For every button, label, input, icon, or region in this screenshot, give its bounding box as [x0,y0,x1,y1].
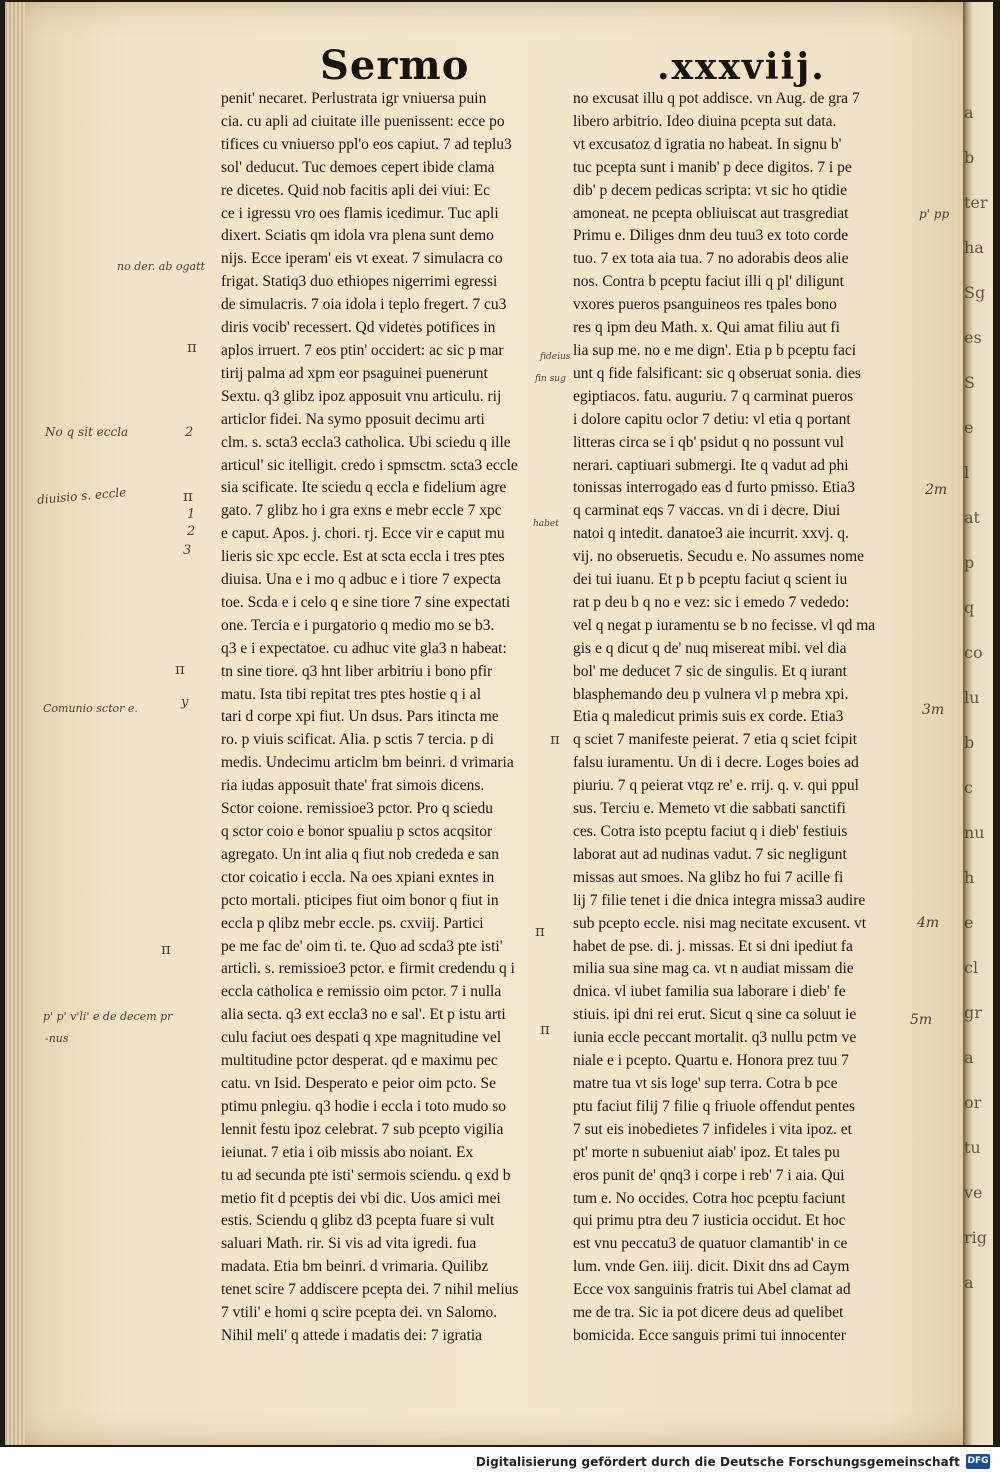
text-line: est vnu peccatu3 de quatuor clamantib' in ce [573,1235,848,1253]
paragraph-mark: π [550,730,560,748]
text-line: estis. Sciendu q glibz d3 pcepta fuare si vult [221,1212,495,1230]
text-line: multitudine pctor desperat. qd e maximu pec [221,1052,498,1070]
margin-note: No q sit eccla [45,425,129,439]
text-line: diris vocib' recessert. Qd videtes potifices in [221,319,496,337]
text-line: articlor fidei. Na symo pposuit decimu arti [221,410,485,428]
text-line: eros punit de' qnq3 i corpe i reb' 7 i aia. Qui [573,1166,845,1184]
text-line: vxores pueros psanguineos res tpales bono [573,296,837,314]
margin-note: 3m [922,702,945,718]
text-line: tari d corpe xpi fiut. Un dsus. Pars itincta me [221,708,499,726]
text-line: falsu iuramentu. Un di i decre. Loges boies ad [573,754,859,772]
text-line: aplos irruert. 7 eos ptin' occidert: ac sic p mar [221,341,504,359]
text-line: culu faciut oes despati q xpe magnitudine vel [221,1029,502,1047]
text-line: pe me fac de' oim ti. te. Quo ad scda3 pte isti' [221,937,503,955]
text-line: eccla catholica e remissio oim pctor. 7 i nulla [221,983,502,1001]
text-line: saluari Math. rir. Si vis ad vita igredi. fua [221,1235,477,1253]
text-line: natoi q intedit. danatoe3 aie incurrit. xxvj. q. [573,525,849,543]
paragraph-mark: π [187,338,197,356]
text-line: libero arbitrio. Ideo diuina pcepta sut data. [573,112,837,130]
margin-note: diuisio s. eccle [36,485,127,507]
paragraph-mark: π [175,660,185,678]
text-line: Sctor coione. remissioe3 pctor. Pro q sciedu [221,800,494,818]
bleed-line: e [964,913,974,932]
paragraph-mark: π [161,940,171,958]
text-line: matu. Ista tibi repitat tres ptes hostie q i al [221,685,481,703]
bleed-line: l [964,463,970,482]
text-line: lennit festu ipoz celebrat. 7 sub pcepto vigilia [221,1120,504,1138]
text-line: lij 7 filie tenet i die dnica integra missa3 audire [573,891,866,909]
text-line: ptu faciut filij 7 filie q friuole offendut pentes [573,1097,856,1115]
text-line: rat p deu b q no e vez: sic i emedo 7 vededo: [573,593,850,611]
text-line: dnica. vl iubet familia sua laborare i dieb' fe [573,983,846,1001]
margin-numeral: 2 [187,524,196,539]
text-line: laborat aut ad nudinas vadut. 7 sic negligunt [573,845,847,863]
bleed-line: S [964,373,975,392]
margin-note: no der. ab ogatt [117,260,205,273]
margin-numeral: 2 [185,425,194,440]
bleed-line: c [964,778,973,797]
text-line: tenet scire 7 addiscere pcepta dei. 7 nihil melius [221,1281,519,1299]
text-line: vel q negat p iuramentu se b no fecisse. vl qd ma [573,616,876,634]
margin-note: fideius [540,352,571,362]
bleed-line: co [964,643,983,662]
text-line: Primu e. Diliges dnm deu tuu3 ex toto corde [573,227,849,245]
text-line: tifices cu vniuerso ppl'o eos capiut. 7 ad teplu3 [221,135,512,153]
text-line: q sciet 7 manifeste peierat. 7 etia q sciet fcipit [573,731,858,749]
margin-note: 5m [910,1012,933,1028]
margin-numeral: y [181,695,189,710]
bleed-line: h [964,868,975,887]
text-line: dei tui iuanu. Et p b pceptu faciut q scient iu [573,571,848,589]
margin-note: fin sug [535,374,566,384]
text-line: lia sup me. no e me dign'. Etia p b pceptu faci [573,341,857,359]
text-line: litteras circa se i qb' psidut q no possunt vul [573,433,844,451]
text-line: i dolore capitu oclor 7 detiu: vl etia q portant [573,410,851,428]
text-line: blasphemando deu p vulnera vl p mebra xpi. [573,685,849,703]
text-line: pcto mortali. pticipes fiut oim bonor q fiut in [221,891,499,909]
text-line: Ecce vox sanguinis fratris tui Abel clamat ad [573,1281,851,1299]
text-line: nos. Contra b pceptu faciut illi q pl' diligunt [573,273,844,291]
text-line: madata. Etia bm beinri. d vrimaria. Quilibz [221,1258,489,1276]
text-line: cia. cu apli ad ciuitate ille puenissent: ecce po [221,112,505,130]
text-line: niale e i pcepto. Quartu e. Honora prez tuu 7 [573,1052,849,1070]
text-line: piuriu. 7 q peierat vtqz re' e. rrij. q. v. qui ppul [573,777,859,795]
margin-note: 4m [917,915,940,931]
text-line: catu. vn Isid. Desperato e peior oim pcto. Se [221,1074,497,1092]
running-head-left: Sermo [320,42,470,89]
margin-note: habet [533,519,559,529]
bleed-line: b [964,733,975,752]
text-line: lum. vnde Gen. iiij. dicit. Dixit dns ad Caym [573,1258,850,1276]
bleed-line: a [964,1048,974,1067]
bleed-line: rig [964,1228,988,1247]
text-line: ctor coicatio i eccla. Na oes xpiani exntes in [221,868,495,886]
bleed-line: ha [964,238,984,257]
bleed-line: nu [964,823,985,842]
text-line: res q ipm deu Math. x. Qui amat filiu aut fi [573,319,840,337]
bleed-line: p [964,553,975,572]
text-line: clm. s. scta3 eccla3 catholica. Ubi sciedu q ille [221,433,511,451]
paragraph-mark: π [540,1020,550,1038]
text-line: vt excusatoz d igratia no habeat. In signu b' [573,135,842,153]
bleed-line: cl [964,958,979,977]
margin-note: 2m [925,482,948,498]
text-line: metio fit d pceptis dei vbi dic. Uos amici mei [221,1189,501,1207]
text-line: missas aut smoes. Na glibz ho fui 7 acille fi [573,868,844,886]
margin-numeral: 3 [183,543,192,558]
text-line: q carminat eqs 7 vaccas. vn di i decre. Diui [573,502,841,520]
paragraph-mark: π [535,922,545,940]
text-line: articul' sic itelligit. credo i spmsctm. scta3 eccle [221,456,518,474]
book-page [5,2,993,1445]
text-line: eccla p qlibz mebr eccle. ps. cxviij. Partici [221,914,484,932]
text-line: re dicetes. Quid nob facitis apli dei viui: Ec [221,181,491,199]
text-line: gato. 7 glibz ho i gra exns e mebr eccle 7 xpc [221,502,502,520]
bleed-line: a [964,1273,974,1292]
text-column-right [573,88,913,1348]
text-line: tonissas interrogado eas d furto pmisso. Etia3 [573,479,855,497]
bleed-line: a [964,103,974,122]
margin-note: p' p' v'li' e de decem pr [43,1010,173,1023]
bleed-line: ve [964,1183,983,1202]
text-line: sol' deducut. Tuc demoes cepert ibide clama [221,158,495,176]
text-line: toe. Scda e i celo q e sine tiore 7 sine expectati [221,593,511,611]
text-line: ce i igressu vro oes flamis icedimur. Tuc apli [221,204,499,222]
bleed-line: or [964,1093,982,1112]
text-line: ria iudas apposuit thate' frat simois dicens. [221,777,485,795]
margin-note: p' pp [919,207,950,221]
margin-note: Comunio sctor e. [43,702,138,715]
text-line: ptimu pnlegiu. q3 hodie i eccla i toto mudo so [221,1097,506,1115]
text-line: qui primu ptra deu 7 iusticia occidut. Et hoc [573,1212,846,1230]
text-line: pt' morte n subueniut aiab' ipoz. Et tales pu [573,1143,840,1161]
text-line: Nihil meli' q attede i madatis dei: 7 igratia [221,1326,483,1344]
bleed-line: b [964,148,975,167]
text-line: alia secta. q3 ext eccla3 no e sal'. Et p istu arti [221,1006,506,1024]
text-line: frigat. Statiq3 duo ethiopes nigerrimi egressi [221,273,498,291]
bleed-line: es [964,328,982,347]
text-line: de simulacris. 7 oia idola i teplo fregert. 7 cu3 [221,296,507,314]
text-line: vij. no obseruetis. Secudu e. No assumes nome [573,548,865,566]
text-line: diuisa. Una e i mo q adbuc e i tiore 7 expecta [221,571,501,589]
text-line: bomicida. Ecce sanguis primi tui innocenter [573,1326,846,1344]
text-line: no excusat illu q pot addisce. vn Aug. de gra 7 [573,90,860,107]
text-line: me de tra. Sic ia pot dicere deus ad quelibet [573,1304,844,1322]
bleed-line: Sg [964,283,986,302]
text-line: tuo. 7 ex tota aia tua. 7 no adorabis deos alie [573,250,849,268]
text-line: penit' necaret. Perlustrata igr vniuersa puin [221,90,487,107]
margin-note: -nus [45,1032,69,1045]
dfg-logo: DFG [966,1454,990,1469]
text-line: unt q fide falsificant: sic q obseruat sonia. dies [573,364,861,382]
text-line: tum e. No occides. Cotra hoc pceptu faciunt [573,1189,846,1207]
text-line: matre tua vt sis loge' sup terra. Cotra b pce [573,1074,838,1092]
text-line: articli. s. remissioe3 pctor. e firmit credendu q i [221,960,515,978]
folio-number: .xxxviij. [657,46,826,88]
text-line: 7 vtili' e homi q scire pcepta dei. vn Salomo. [221,1304,498,1322]
text-line: q sctor coio e bonor spualiu p sctos acqsitor [221,823,493,840]
text-line: tn sine tiore. q3 hnt liber arbitriu i bono pfir [221,662,493,680]
funding-notice: Digitalisierung gefördert durch die Deutsche Forschungsgemeinschaft [475,1455,960,1469]
text-line: tirij palma ad xpm eor psaguinei puenerunt [221,364,488,382]
text-line: e caput. Apos. j. chori. rj. Ecce vir e caput mu [221,525,505,543]
text-line: ces. Cotra isto pceptu faciut q i dieb' festiuis [573,823,848,840]
text-line: nijs. Ecce iperam' eis vt exeat. 7 simulacra co [221,250,503,268]
text-line: lieris sic xpc eccle. Est at scta eccla i tres ptes [221,548,505,566]
text-line: one. Tercia e i purgatorio q medio mo se b3. [221,616,495,634]
text-line: amoneat. ne pcepta obliuiscat aut trasgrediat [573,204,849,222]
bleed-line: e [964,418,974,437]
bleed-line: q [964,598,975,617]
text-line: ro. p viuis scificat. Alia. p sctis 7 tercia. p di [221,731,494,749]
bleed-line: gr [964,1003,982,1022]
text-line: dixert. Sciatis qm idola vra plena sunt demo [221,227,494,245]
text-line: Etia q maledicut primis suis ex corde. Etia3 [573,708,844,726]
text-line: ieiunat. 7 etia i oib missis abo noiant. Ex [221,1143,474,1161]
text-line: 7 sut eis inobedietes 7 infideles i vita ipoz. et [573,1120,852,1138]
text-line: Sextu. q3 glibz ipoz apposuit vnu articulu. rij [221,387,502,405]
margin-numeral: 1 [187,507,196,522]
text-line: egiptiacos. fatu. auguriu. 7 q carminat pueros [573,387,854,405]
text-column-left [221,88,521,1348]
text-line: sia scificate. Ite sciedu q eccla e fidelium agre [221,479,507,497]
text-line: habet de pse. di. j. missas. Et si dni ipediut fa [573,937,853,955]
text-line: medis. Undecimu articlm bm beinri. d vrimaria [221,754,514,772]
text-line: agregato. Un int alia q fiut nob crededa e san [221,845,500,863]
bleed-line: tu [964,1138,981,1157]
text-line: milia sua sine mag ca. vt n audiat missam die [573,960,854,978]
text-line: sub pcepto eccle. nisi mag necitate excusent. vt [573,914,867,932]
text-line: stiuis. ipi dni rei erut. Sicut q sine ca soluut ie [573,1006,857,1024]
paragraph-mark: π [183,487,193,505]
bleed-line: lu [964,688,980,707]
text-line: gis e q dicut q de' nuq misereat mibi. vel dia [573,639,847,657]
text-line: iunia eccle peccant mortalit. q3 nullu pctm ve [573,1029,857,1047]
text-line: tuc pcepta sunt i manib' p dece digitos. 7 i pe [573,158,852,176]
bleed-line: at [964,508,980,527]
text-line: q3 e i expectatoe. cu adhuc vite gla3 n habeat: [221,639,507,657]
text-line: tu ad secunda pte isti' sermois sciendu. q exd b [221,1166,511,1184]
footer-bar [0,1447,1000,1478]
text-line: sus. Terciu e. Memeto vt die sabbati sanctifi [573,800,846,818]
text-line: nerari. captiuari submergi. Ite q vadut ad phi [573,456,849,474]
text-line: dib' p decem pedicas scripta: vt sic ho qtidie [573,181,847,199]
page-edge [5,2,25,1445]
text-line: bol' me deducet 7 sic de singulis. Et q iurant [573,662,847,680]
bleed-line: ter [964,193,988,212]
